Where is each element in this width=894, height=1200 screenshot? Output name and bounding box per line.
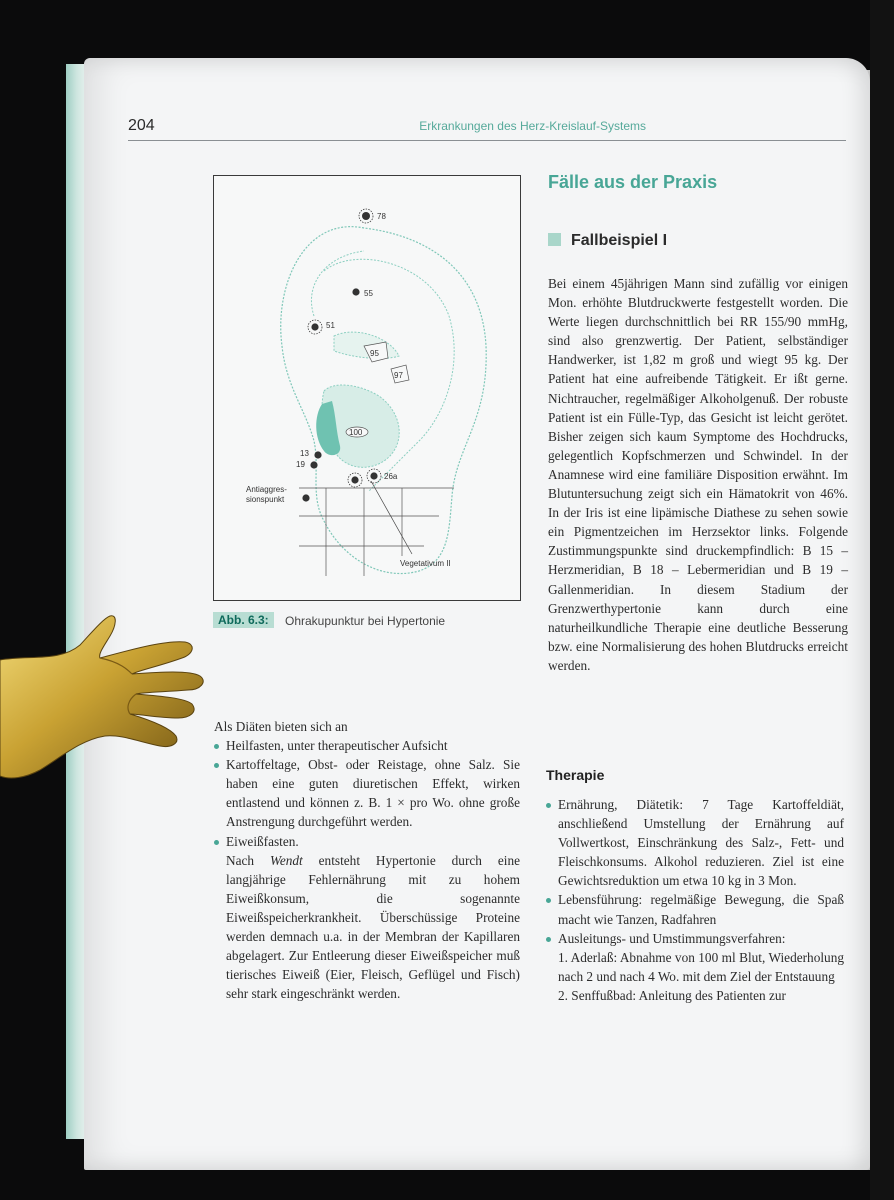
point-26a: 26a (384, 472, 398, 481)
list-item: Ernährung, Diätetik: 7 Tage Kartoffeldiät, anschließend Umstellung der Ernährung auf Vollwertkost, Einschränkung des Salz-, Fett- und Fleischkonsums. Alkohol reduzieren. Ziel ist eine Gewichtsreduktion um etwa 10 kg in 3 Mon. (546, 795, 844, 890)
page-number: 204 (128, 117, 155, 134)
list-item: Heilfasten, unter therapeutischer Aufsicht (214, 736, 520, 755)
therapy-sub-1: 1. Aderlaß: Abnahme von 100 ml Blut, Wiederholung nach 2 und nach 4 Wo. mit dem Ziel der Entstauung (558, 949, 844, 984)
diet-item-3: Eiweißfasten. (226, 833, 299, 849)
therapy-list (546, 795, 844, 1005)
case-paragraph: Bei einem 45jährigen Mann sind zufällig vor einigen Mon. erhöhte Blutdruckwerte festgestellt worden. Die Werte liegen durchschnittlich bei RR 155/90 mmHg, sind also grenzwertig. Der Patient, selbständiger Handwerker, ist 1,82 m groß und wiegt 95 kg. Der Patient hat eine aufreibende Tätigkeit. Er ißt gerne. Nichtraucher, regelmäßiger Alkoholgenuß. Der robuste Patient ist ein Fülle-Typ, das Gesicht ist leicht gerötet. Bisher zeigen sich kaum Symptome des Hochdrucks, gelegentlich Kopfschmerzen und Schwindel. In der Anamnese wird eine familiäre Disposition erwähnt. Im Blutuntersuchung zeigt sich ein Hämatokrit von 46%. In der Iris ist eine lipämische Diathese zu sehen sowie ein Pigmentzeichen im Herzsektor links. Folgende Zustimmungspunkte sind druckempfindlich: B 15 – Herzmeridian, B 18 – Lebermeridian und B 19 – Gallenmeridian. In diesem Stadium der Grenzwerthypertonie kann durch eine naturheilkundliche Therapie eine deutliche Besserung bzw. eine Normalisierung des hohen Blutdrucks erreicht werden. (548, 276, 848, 673)
point-78: 78 (377, 212, 386, 221)
point-55: 55 (364, 289, 373, 298)
case-text (548, 274, 848, 675)
point-51: 51 (326, 321, 335, 330)
figure-caption (213, 612, 519, 630)
point-13: 13 (300, 449, 309, 458)
list-item: Lebensführung: regelmäßige Bewegung, die Spaß macht wie Tanzen, Radfahren (546, 890, 844, 928)
section-title: Fälle aus der Praxis (548, 172, 718, 192)
running-header (128, 116, 846, 141)
heading-square-icon (548, 233, 561, 246)
figure-ear-acupuncture (213, 175, 521, 601)
point-97: 97 (394, 371, 403, 380)
caption-text: Ohrakupunktur bei Hypertonie (285, 614, 446, 628)
protein-paragraph (226, 851, 520, 1004)
list-item: Kartoffeltage, Obst- oder Reistage, ohne Salz. Sie haben eine guten diuretischen Effekt, wirken entlastend und können z. B. 1 × pro Wo. ohne große Anstrengung durchgeführt werden. (214, 755, 520, 831)
point-100: 100 (349, 428, 363, 437)
label-antiaggression-2: sionspunkt (246, 495, 285, 504)
point-95: 95 (370, 349, 379, 358)
para-before: Nach (226, 852, 270, 868)
ear-diagram (214, 176, 520, 600)
caption-tag: Abb. 6.3: (213, 612, 274, 628)
author-name: Wendt (269, 852, 303, 868)
ear-helix-inner (311, 251, 364, 316)
therapy-heading: Therapie (546, 767, 605, 783)
label-antiaggression-1: Antiaggres- (246, 485, 287, 494)
therapy-sub-2: 2. Senffußbad: Anleitung des Patienten zur (558, 987, 786, 1003)
case-heading-text: Fallbeispiel I (571, 232, 668, 249)
case-heading (548, 232, 667, 254)
diet-intro: Als Diäten bieten sich an (214, 719, 348, 734)
list-item (546, 929, 844, 1005)
therapy-item-3: Ausleitungs- und Umstimmungsverfahren: (558, 930, 786, 946)
para-after: entsteht Hypertonie durch eine langjährige Fehlernährung mit zu hohem Eiweißkonsum, die sogenannte Eiweißspeicherkrankheit. Überschüssige Proteine werden demnach u.a. in der Membran der Kapillaren abgelagert. Zur Entleerung dieser Eiweißspeicher muß tierisches Eiweiß (Eier, Fleisch, Geflügel und Fisch) sehr stark eingeschränkt werden. (226, 852, 520, 1002)
brass-hand-photo (0, 600, 210, 790)
point-19: 19 (296, 460, 305, 469)
list-item (214, 832, 520, 1004)
running-title: Erkrankungen des Herz-Kreislauf-Systems (419, 119, 646, 133)
label-vegetativum: Vegetativum II (400, 559, 451, 568)
background-right (870, 0, 894, 1200)
diet-text (214, 717, 520, 1003)
